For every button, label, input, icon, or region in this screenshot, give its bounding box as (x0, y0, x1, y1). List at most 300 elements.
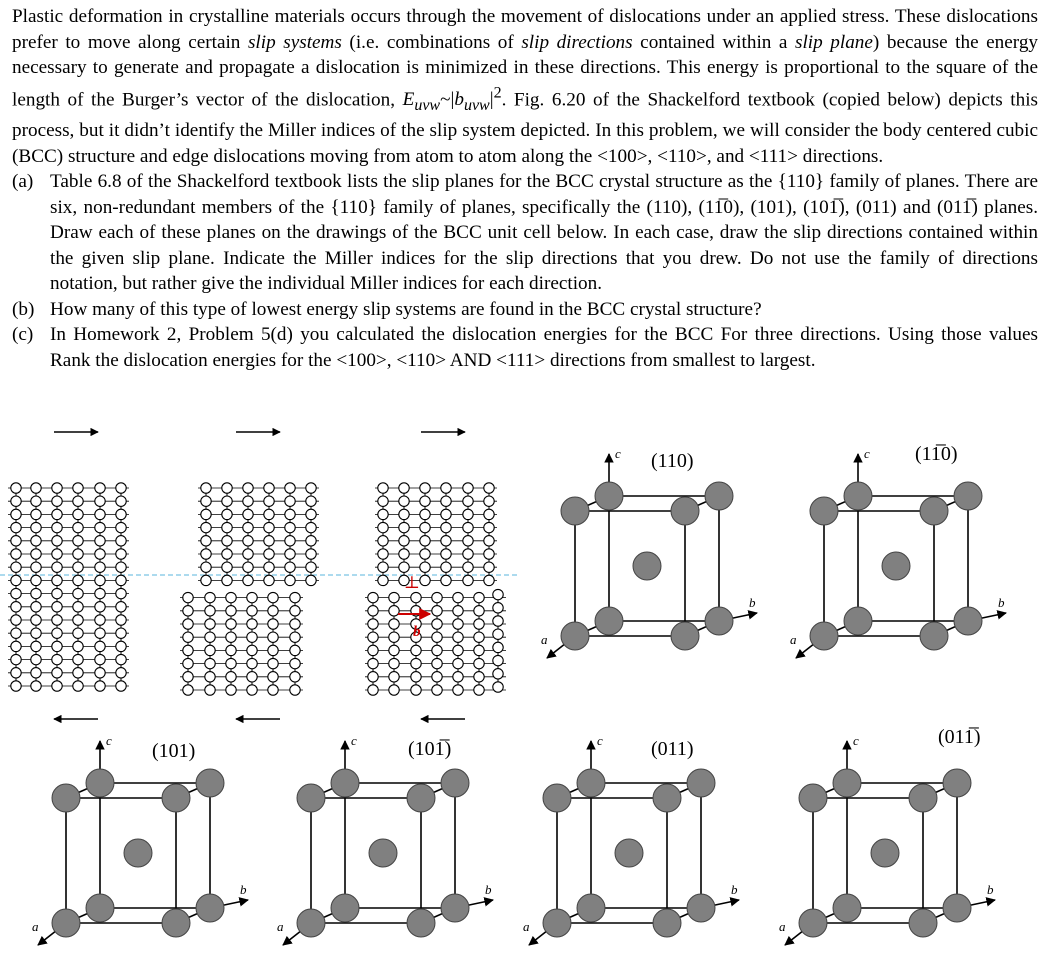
atom (493, 655, 503, 665)
atom (389, 658, 399, 668)
atom (484, 549, 494, 559)
atom (290, 632, 300, 642)
atom (432, 632, 442, 642)
atom (432, 658, 442, 668)
atom (73, 654, 83, 664)
atom (73, 575, 83, 585)
atom (420, 483, 430, 493)
corner-atom (196, 769, 224, 797)
atom (268, 672, 278, 682)
atom (31, 549, 41, 559)
atom (205, 645, 215, 655)
corner-atom (799, 784, 827, 812)
atom (95, 588, 105, 598)
atom (243, 483, 253, 493)
atom (389, 592, 399, 602)
atom (484, 496, 494, 506)
corner-atom (833, 769, 861, 797)
atom (116, 575, 126, 585)
atom (243, 509, 253, 519)
atom (420, 575, 430, 585)
corner-atom (86, 894, 114, 922)
atom (11, 628, 21, 638)
atom (31, 522, 41, 532)
corner-atom (653, 784, 681, 812)
corner-atom (671, 622, 699, 650)
corner-atom (844, 482, 872, 510)
term-slip-directions: slip directions (521, 31, 633, 53)
atom (52, 615, 62, 625)
term-slip-systems: slip systems (247, 31, 342, 53)
atom (399, 562, 409, 572)
atom (183, 606, 193, 616)
atom (285, 549, 295, 559)
body-center-atom (615, 839, 643, 867)
atom (399, 522, 409, 532)
atom (306, 522, 316, 532)
corner-atom (943, 769, 971, 797)
corner-atom (920, 622, 948, 650)
atom (493, 603, 503, 613)
atom (222, 509, 232, 519)
atom (463, 496, 473, 506)
energy-formula: $E_{uvw}\sim|b_{uvw}|^2$ (402, 84, 502, 114)
atom (52, 536, 62, 546)
atom (368, 632, 378, 642)
atom (453, 685, 463, 695)
a-axis-label: a (790, 632, 797, 647)
atom (11, 522, 21, 532)
corner-atom (407, 909, 435, 937)
c-axis-label: c (864, 446, 870, 461)
atom (205, 685, 215, 695)
corner-atom (543, 784, 571, 812)
atom (290, 645, 300, 655)
a-axis-label: a (277, 919, 284, 934)
c-axis-label: c (351, 733, 357, 748)
atom (116, 522, 126, 532)
atom (52, 549, 62, 559)
atom (243, 575, 253, 585)
atom (116, 668, 126, 678)
atom (463, 562, 473, 572)
figure-area (0, 405, 1047, 955)
corner-atom (671, 497, 699, 525)
atom (368, 606, 378, 616)
atom (222, 562, 232, 572)
atom (453, 645, 463, 655)
atom (389, 619, 399, 629)
atom (441, 509, 451, 519)
atom (73, 602, 83, 612)
atom (420, 562, 430, 572)
question-c: (c) In Homework 2, Problem 5(d) you calculated the dislocation energies for the BCC For three directions. Using those values Rank the dislocation energies for the <100>, <110> AND <111> directions from smallest to largest. (12, 324, 1038, 371)
atom (52, 654, 62, 664)
atom (11, 602, 21, 612)
atom (411, 645, 421, 655)
atom (31, 615, 41, 625)
body-center-atom (882, 552, 910, 580)
atom (378, 549, 388, 559)
corner-atom (577, 769, 605, 797)
atom (201, 549, 211, 559)
atom (463, 549, 473, 559)
atom (52, 562, 62, 572)
body-center-atom (124, 839, 152, 867)
a-axis-label: a (32, 919, 39, 934)
atom (378, 536, 388, 546)
atom (268, 592, 278, 602)
atom (493, 642, 503, 652)
atom (11, 509, 21, 519)
plane-label: (011̅) (938, 726, 981, 748)
atom (73, 588, 83, 598)
corner-atom (909, 784, 937, 812)
corner-atom (561, 622, 589, 650)
atom (474, 592, 484, 602)
atom (73, 522, 83, 532)
atom (31, 536, 41, 546)
atom (95, 654, 105, 664)
term-slip-plane: slip plane (795, 31, 873, 53)
atom (432, 672, 442, 682)
atom (368, 685, 378, 695)
atom (399, 496, 409, 506)
atom (290, 592, 300, 602)
atom (183, 658, 193, 668)
atom (368, 619, 378, 629)
atom (52, 522, 62, 532)
atom (432, 606, 442, 616)
atom (264, 549, 274, 559)
bcc-unit-cell (277, 733, 493, 945)
body-center-atom (369, 839, 397, 867)
a-axis-label: a (779, 919, 786, 934)
corner-atom (687, 769, 715, 797)
atom (116, 536, 126, 546)
bcc-unit-cell (32, 733, 248, 945)
atom (52, 483, 62, 493)
atom (411, 672, 421, 682)
atom (306, 509, 316, 519)
atom (95, 681, 105, 691)
intro-paragraph (12, 4, 1038, 169)
corner-atom (297, 909, 325, 937)
atom (31, 562, 41, 572)
atom (268, 645, 278, 655)
atom (243, 549, 253, 559)
atom (73, 641, 83, 651)
atom (285, 562, 295, 572)
atom (11, 641, 21, 651)
c-axis-label: c (853, 733, 859, 748)
atom (290, 619, 300, 629)
corner-atom (543, 909, 571, 937)
intro-text-2: (i.e. combinations of (341, 31, 522, 53)
atom (420, 496, 430, 506)
atom (52, 575, 62, 585)
atom (474, 632, 484, 642)
atom (247, 632, 257, 642)
b-axis-label: b (998, 595, 1005, 610)
atom (378, 496, 388, 506)
burgers-vector-label: b (413, 624, 421, 640)
corner-atom (595, 482, 623, 510)
atom (95, 562, 105, 572)
corner-atom (954, 607, 982, 635)
atom (264, 483, 274, 493)
atom (73, 536, 83, 546)
body-center-atom (871, 839, 899, 867)
atom (95, 615, 105, 625)
atom (116, 588, 126, 598)
atom (368, 658, 378, 668)
corner-atom (799, 909, 827, 937)
corner-atom (162, 784, 190, 812)
atom (264, 496, 274, 506)
atom (432, 592, 442, 602)
corner-atom (653, 909, 681, 937)
atom (205, 658, 215, 668)
atom (222, 549, 232, 559)
bcc-unit-cell (779, 726, 995, 945)
atom (420, 509, 430, 519)
atom (441, 522, 451, 532)
atom (285, 483, 295, 493)
atom (116, 681, 126, 691)
atom (378, 575, 388, 585)
plane-label: (101̅) (408, 738, 452, 760)
corner-atom (331, 894, 359, 922)
atom (285, 575, 295, 585)
atom (226, 632, 236, 642)
atom (116, 509, 126, 519)
corner-atom (52, 909, 80, 937)
atom (73, 483, 83, 493)
atom (226, 685, 236, 695)
corner-atom (86, 769, 114, 797)
atom (183, 619, 193, 629)
atom (183, 645, 193, 655)
atom (399, 483, 409, 493)
corner-atom (844, 607, 872, 635)
atom (411, 658, 421, 668)
atom (201, 483, 211, 493)
corner-atom (920, 497, 948, 525)
corner-atom (196, 894, 224, 922)
atom (264, 575, 274, 585)
atom (306, 575, 316, 585)
atom (31, 628, 41, 638)
b-axis-label: b (749, 595, 756, 610)
atom (290, 606, 300, 616)
corner-atom (810, 622, 838, 650)
plane-label: (011) (651, 738, 694, 760)
atom (201, 496, 211, 506)
atom (73, 562, 83, 572)
atom (52, 641, 62, 651)
atom (95, 549, 105, 559)
atom (73, 615, 83, 625)
bcc-unit-cell (523, 733, 739, 945)
atom (493, 616, 503, 626)
atom (484, 509, 494, 519)
atom (474, 606, 484, 616)
corner-atom (331, 769, 359, 797)
atom (441, 483, 451, 493)
c-axis-label: c (106, 733, 112, 748)
atom (247, 619, 257, 629)
atom (222, 483, 232, 493)
atom (484, 562, 494, 572)
corner-atom (595, 607, 623, 635)
atom (247, 645, 257, 655)
atom (201, 575, 211, 585)
atom (264, 509, 274, 519)
atom (432, 685, 442, 695)
atom (441, 496, 451, 506)
c-axis-label: c (597, 733, 603, 748)
atom (11, 536, 21, 546)
atom (205, 592, 215, 602)
atom (31, 496, 41, 506)
dislocation-symbol: ⊥ (404, 573, 420, 592)
atom (484, 522, 494, 532)
atom (420, 549, 430, 559)
atom (31, 588, 41, 598)
atom (201, 509, 211, 519)
atom (95, 628, 105, 638)
atom (247, 672, 257, 682)
atom (116, 628, 126, 638)
atom (226, 606, 236, 616)
atom (11, 681, 21, 691)
atom (226, 672, 236, 682)
corner-atom (561, 497, 589, 525)
atom (474, 619, 484, 629)
corner-atom (943, 894, 971, 922)
atom (453, 592, 463, 602)
atom (268, 685, 278, 695)
atom (463, 509, 473, 519)
atom (201, 562, 211, 572)
atom (116, 602, 126, 612)
atom (243, 522, 253, 532)
atom (368, 672, 378, 682)
atom (306, 496, 316, 506)
b-axis-label: b (485, 882, 492, 897)
atom (31, 668, 41, 678)
atom (31, 602, 41, 612)
atom (95, 522, 105, 532)
corner-atom (297, 784, 325, 812)
atom (453, 672, 463, 682)
atom (290, 672, 300, 682)
atom (52, 602, 62, 612)
c-axis-label: c (615, 446, 621, 461)
intro-text-4: ) because the energy necessary to generate and propagate a dislocation is minimized in these directions. This energy is proportional to the square of the length of the Burger’s vector of the dislocation, (12, 31, 1039, 110)
corner-atom (441, 894, 469, 922)
atom (285, 522, 295, 532)
atom (484, 575, 494, 585)
atom (453, 619, 463, 629)
atom (205, 606, 215, 616)
problem-text (12, 4, 1038, 373)
atom (243, 496, 253, 506)
atom (368, 645, 378, 655)
a-axis-label: a (523, 919, 530, 934)
atom (116, 654, 126, 664)
atom (306, 536, 316, 546)
atom (389, 672, 399, 682)
atom (73, 628, 83, 638)
question-b: (b) How many of this type of lowest energy slip systems are found in the BCC crystal structure? (12, 298, 762, 320)
atom (116, 483, 126, 493)
atom (493, 669, 503, 679)
atom (378, 562, 388, 572)
atom (201, 522, 211, 532)
atom (493, 682, 503, 692)
atom (411, 685, 421, 695)
atom (73, 668, 83, 678)
atom (453, 632, 463, 642)
body-center-atom (633, 552, 661, 580)
a-axis-label: a (541, 632, 548, 647)
atom (378, 509, 388, 519)
atom (116, 549, 126, 559)
atom (52, 681, 62, 691)
atom (268, 632, 278, 642)
intro-text-1: Plastic deformation in crystalline materials occurs through the movement of dislocations under an applied stress. These dislocations prefer to move along certain (12, 6, 1038, 53)
atom (474, 658, 484, 668)
corner-atom (909, 909, 937, 937)
atom (285, 496, 295, 506)
atom (432, 619, 442, 629)
atom (11, 562, 21, 572)
atom (378, 483, 388, 493)
atom (474, 672, 484, 682)
atom (31, 483, 41, 493)
atom (264, 522, 274, 532)
atom (95, 483, 105, 493)
atom (222, 496, 232, 506)
atom (183, 685, 193, 695)
atom (441, 549, 451, 559)
atom (73, 681, 83, 691)
atom (453, 658, 463, 668)
atom (389, 685, 399, 695)
atom (243, 536, 253, 546)
atom (285, 509, 295, 519)
intro-text-5: . Fig. 6.20 of the Shackelford textbook (copied below) depicts this process, but it didn’t identify the Miller indices of the slip system depicted. In this problem, we will consider the body centered cubic (BCC) structure and edge dislocations moving from atom to atom along the <100>, <110>, and <111> directions. (12, 88, 1038, 167)
atom (399, 536, 409, 546)
atom (474, 685, 484, 695)
atom (52, 668, 62, 678)
atom (73, 496, 83, 506)
corner-atom (687, 894, 715, 922)
corner-atom (705, 482, 733, 510)
atom (11, 668, 21, 678)
atom (389, 606, 399, 616)
atom (306, 562, 316, 572)
atom (11, 588, 21, 598)
atom (52, 588, 62, 598)
atom (222, 536, 232, 546)
atom (441, 562, 451, 572)
corner-atom (954, 482, 982, 510)
atom (52, 496, 62, 506)
atom (95, 602, 105, 612)
